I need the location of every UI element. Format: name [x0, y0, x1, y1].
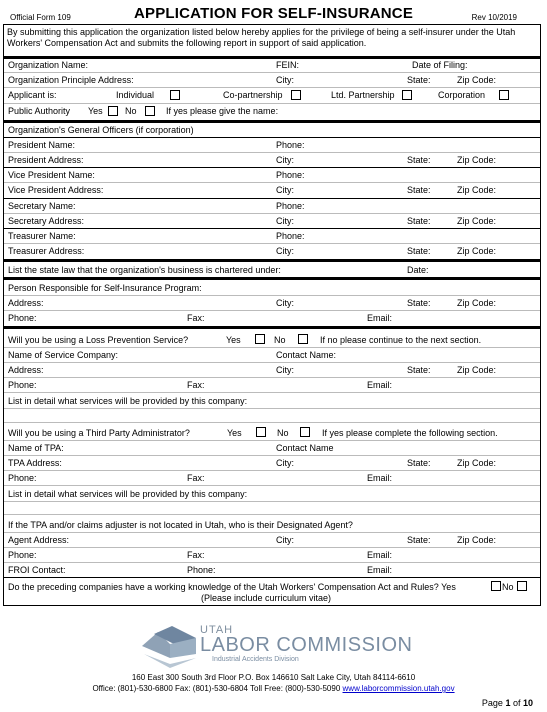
footer-contacts-line — [0, 684, 547, 693]
tpa-fax-label: Fax: — [187, 473, 205, 483]
service-state-label: State: — [407, 365, 431, 375]
loss-no-checkbox[interactable] — [298, 334, 308, 344]
service-zip-label: Zip Code: — [457, 365, 497, 375]
date-filing-label: Date of Filing: — [412, 60, 468, 70]
treasurer-state-label: State: — [407, 246, 431, 256]
row-divider — [4, 532, 540, 533]
individual-checkbox[interactable] — [170, 90, 180, 100]
state-law-date-label: Date: — [407, 265, 429, 275]
page-title: APPLICATION FOR SELF-INSURANCE — [133, 5, 414, 22]
section-divider — [4, 277, 540, 280]
row-divider — [4, 167, 540, 168]
vp-zip-label: Zip Code: — [457, 185, 497, 195]
section-divider — [4, 326, 540, 329]
agent-fax-label: Fax: — [187, 550, 205, 560]
row-divider — [4, 377, 540, 378]
row-divider — [4, 408, 540, 409]
secretary-phone-label: Phone: — [276, 201, 305, 211]
officers-heading: Organization's General Officers (if corporation) — [8, 125, 194, 135]
labor-commission-logo-icon — [140, 624, 198, 668]
row-divider — [4, 228, 540, 229]
application-form — [3, 24, 541, 606]
service-details-label: List in detail what services will be provided by this company: — [8, 396, 248, 406]
tpa-address-label: TPA Address: — [8, 458, 62, 468]
official-form-number: Official Form 109 — [10, 13, 71, 22]
row-divider — [4, 577, 540, 578]
secretary-name-label: Secretary Name: — [8, 201, 76, 211]
secretary-address-label: Secretary Address: — [8, 216, 85, 226]
section-divider — [4, 120, 540, 123]
secretary-city-label: City: — [276, 216, 294, 226]
agent-email-label: Email: — [367, 550, 393, 560]
page-prefix: Page — [481, 698, 506, 708]
responsible-person-label: Person Responsible for Self-Insurance Program: — [8, 283, 202, 293]
responsible-state-label: State: — [407, 298, 431, 308]
public-authority-label: Public Authority — [8, 106, 71, 116]
agent-city-label: City: — [276, 535, 294, 545]
responsible-city-label: City: — [276, 298, 294, 308]
footer-address: 160 East 300 South 3rd Floor P.O. Box 146610 Salt Lake City, Utah 84114-6610 — [131, 673, 416, 682]
public-no-label: No — [125, 106, 137, 116]
form-header — [0, 5, 547, 25]
president-state-label: State: — [407, 155, 431, 165]
service-city-label: City: — [276, 365, 294, 375]
row-divider — [4, 485, 540, 486]
president-address-label: President Address: — [8, 155, 84, 165]
president-zip-label: Zip Code: — [457, 155, 497, 165]
row-divider — [4, 440, 540, 441]
vp-phone-label: Phone: — [276, 170, 305, 180]
row-divider — [4, 514, 540, 515]
page-total: 10 — [522, 698, 533, 708]
loss-yes-label: Yes — [226, 335, 241, 345]
ltd-partnership-label: Ltd. Partnership — [331, 90, 395, 100]
logo-division: Industrial Accidents Division — [212, 656, 299, 663]
row-divider — [4, 137, 540, 138]
row-divider — [4, 198, 540, 199]
agent-phone-label: Phone: — [8, 550, 37, 560]
corporation-label: Corporation — [438, 90, 486, 100]
tpa-state-label: State: — [407, 458, 431, 468]
tpa-contact-label: Contact Name — [276, 443, 334, 453]
responsible-email-label: Email: — [367, 313, 393, 323]
loss-no-label: No — [274, 335, 286, 345]
row-divider — [4, 72, 540, 73]
tpa-no-checkbox[interactable] — [300, 427, 310, 437]
froi-phone-label: Phone: — [187, 565, 216, 575]
public-no-checkbox[interactable] — [145, 106, 155, 116]
knowledge-no-checkbox[interactable] — [517, 581, 527, 591]
treasurer-address-label: Treasurer Address: — [8, 246, 85, 256]
president-name-label: President Name: — [8, 140, 76, 150]
vp-state-label: State: — [407, 185, 431, 195]
org-name-label: Organization Name: — [8, 60, 89, 70]
logo-labor-commission: LABOR COMMISSION — [200, 634, 413, 656]
service-address-label: Address: — [8, 365, 44, 375]
org-city-label: City: — [276, 75, 294, 85]
responsible-zip-label: Zip Code: — [457, 298, 497, 308]
copartnership-label: Co-partnership — [223, 90, 283, 100]
page-of: of — [510, 698, 523, 708]
knowledge-no-label: No — [502, 582, 514, 592]
president-phone-label: Phone: — [276, 140, 305, 150]
knowledge-yes-checkbox[interactable] — [491, 581, 501, 591]
loss-yes-checkbox[interactable] — [255, 334, 265, 344]
service-company-label: Name of Service Company: — [8, 350, 119, 360]
treasurer-phone-label: Phone: — [276, 231, 305, 241]
row-divider — [4, 310, 540, 311]
tpa-email-label: Email: — [367, 473, 393, 483]
froi-contact-label: FROI Contact: — [8, 565, 66, 575]
page-current: 1 — [505, 698, 511, 708]
individual-label: Individual — [116, 90, 155, 100]
org-state-label: State: — [407, 75, 431, 85]
tpa-phone-label: Phone: — [8, 473, 37, 483]
state-law-label: List the state law that the organization's business is chartered under: — [8, 265, 281, 275]
service-email-label: Email: — [367, 380, 393, 390]
responsible-phone-label: Phone: — [8, 313, 37, 323]
row-divider — [4, 152, 540, 153]
row-divider — [4, 243, 540, 244]
secretary-state-label: State: — [407, 216, 431, 226]
tpa-yes-checkbox[interactable] — [256, 427, 266, 437]
fein-label: FEIN: — [276, 60, 300, 70]
loss-note: If no please continue to the next section. — [320, 335, 482, 345]
vp-city-label: City: — [276, 185, 294, 195]
service-contact-label: Contact Name: — [276, 350, 337, 360]
row-divider — [4, 562, 540, 563]
treasurer-name-label: Treasurer Name: — [8, 231, 76, 241]
page-number — [482, 698, 533, 708]
row-divider — [4, 392, 540, 393]
public-yes-checkbox[interactable] — [108, 106, 118, 116]
knowledge-note: (Please include curriculum vitae) — [201, 593, 332, 603]
ltd-partnership-checkbox[interactable] — [402, 90, 412, 100]
row-divider — [4, 347, 540, 348]
applicant-is-label: Applicant is: — [8, 90, 57, 100]
treasurer-zip-label: Zip Code: — [457, 246, 497, 256]
tpa-no-label: No — [277, 428, 289, 438]
public-yes-label: Yes — [88, 106, 103, 116]
row-divider — [4, 182, 540, 183]
tpa-name-label: Name of TPA: — [8, 443, 64, 453]
agent-state-label: State: — [407, 535, 431, 545]
row-divider — [4, 295, 540, 296]
tpa-zip-label: Zip Code: — [457, 458, 497, 468]
agent-address-label: Agent Address: — [8, 535, 70, 545]
vp-address-label: Vice President Address: — [8, 185, 104, 195]
org-zip-label: Zip Code: — [457, 75, 497, 85]
responsible-fax-label: Fax: — [187, 313, 205, 323]
secretary-zip-label: Zip Code: — [457, 216, 497, 226]
service-fax-label: Fax: — [187, 380, 205, 390]
president-city-label: City: — [276, 155, 294, 165]
agent-zip-label: Zip Code: — [457, 535, 497, 545]
org-address-label: Organization Principle Address: — [8, 75, 134, 85]
section-divider — [4, 259, 540, 262]
tpa-yes-label: Yes — [227, 428, 242, 438]
treasurer-city-label: City: — [276, 246, 294, 256]
corporation-checkbox[interactable] — [499, 90, 509, 100]
froi-email-label: Email: — [367, 565, 393, 575]
row-divider — [4, 362, 540, 363]
tpa-details-label: List in detail what services will be provided by this company: — [8, 489, 248, 499]
row-divider — [4, 213, 540, 214]
row-divider — [4, 87, 540, 88]
row-divider — [4, 103, 540, 104]
row-divider — [4, 455, 540, 456]
knowledge-question: Do the preceding companies have a working knowledge of the Utah Workers' Compensation Act and Rules? Yes — [8, 582, 456, 592]
footer-contacts: Office: (801)-530-6800 Fax: (801)-530-6804 Toll Free: (800)-530-5090 — [92, 684, 341, 693]
website-link[interactable]: www.laborcommission.utah.gov — [342, 684, 455, 693]
intro-text: By submitting this application the organization listed below hereby applies for the privilege of being a self-insurer under the Utah Workers' Compensation Act and submits the following report in support of said application. — [7, 27, 516, 48]
row-divider — [4, 422, 540, 423]
row-divider — [4, 547, 540, 548]
loss-prevention-question: Will you be using a Loss Prevention Service? — [8, 335, 189, 345]
service-phone-label: Phone: — [8, 380, 37, 390]
agent-question: If the TPA and/or claims adjuster is not located in Utah, who is their Designated Agent? — [8, 520, 353, 530]
if-yes-name-label: If yes please give the name: — [166, 106, 279, 116]
copartnership-checkbox[interactable] — [291, 90, 301, 100]
row-divider — [4, 501, 540, 502]
revision-date: Rev 10/2019 — [471, 13, 517, 22]
tpa-city-label: City: — [276, 458, 294, 468]
row-divider — [4, 470, 540, 471]
vp-name-label: Vice President Name: — [8, 170, 95, 180]
responsible-address-label: Address: — [8, 298, 44, 308]
tpa-note: If yes please complete the following section. — [322, 428, 498, 438]
section-divider — [4, 56, 540, 59]
footer — [0, 610, 547, 710]
tpa-question: Will you be using a Third Party Administrator? — [8, 428, 190, 438]
logo-utah: UTAH — [200, 624, 234, 636]
